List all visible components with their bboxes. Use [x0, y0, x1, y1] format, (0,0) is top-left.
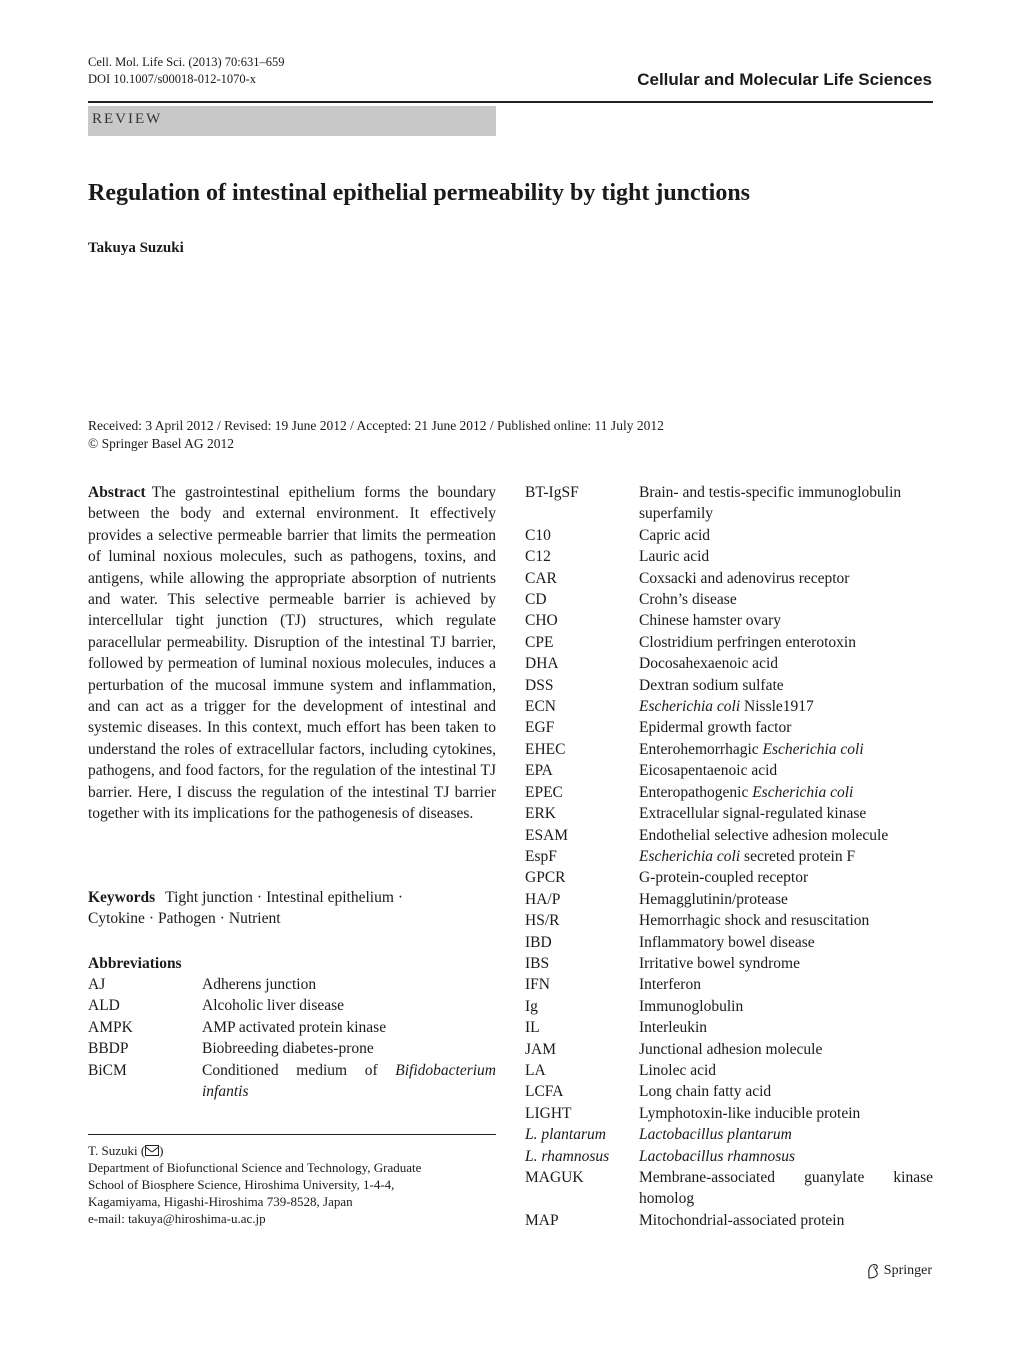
abbreviation-term: ECN: [525, 698, 556, 716]
definition-part: Escherichia coli: [639, 698, 741, 716]
citation: Cell. Mol. Life Sci. (2013) 70:631–659: [88, 55, 285, 69]
abbreviation-definition: G-protein-coupled receptor: [639, 869, 809, 887]
abbreviation-definition: Irritative bowel syndrome: [639, 954, 800, 972]
keyword-separator: ·: [148, 910, 155, 928]
abbreviation-entry: [525, 610, 933, 631]
abbreviation-term: ALD: [88, 997, 120, 1015]
abbreviation-entry: [525, 1060, 933, 1081]
publisher-name: Springer: [883, 1263, 932, 1278]
abbreviation-term: L. plantarum: [525, 1126, 606, 1144]
keyword-separator: ·: [219, 910, 225, 928]
abbreviation-term: ERK: [525, 805, 556, 823]
abbreviation-definition: Endothelial selective adhesion molecule: [639, 826, 889, 844]
abbreviation-entry: [525, 546, 933, 567]
correspondence: [88, 1142, 421, 1227]
definition-part: Enteropathogenic: [639, 783, 753, 801]
abbreviation-term: BiCM: [88, 1061, 127, 1079]
definition-part: Escherichia coli: [752, 783, 854, 801]
keyword: Intestinal epithelium: [266, 889, 394, 906]
abbreviation-definition: Interleukin: [639, 1019, 708, 1037]
abbreviation-term: ESAM: [525, 826, 569, 844]
abbreviation-term: BT-IgSF: [525, 484, 579, 501]
abbreviation-entry: [525, 632, 933, 653]
abbreviation-term: EPA: [525, 762, 553, 780]
abbreviation-term: CD: [525, 591, 547, 609]
abbreviation-term: JAM: [525, 1040, 557, 1058]
author-name: Takuya Suzuki: [88, 240, 184, 256]
abbreviation-list-right: [525, 482, 933, 1231]
abbreviation-definition: Linolec acid: [639, 1061, 717, 1079]
abbreviation-entry: [88, 1060, 496, 1103]
abbreviation-entry: [525, 675, 933, 696]
abbreviation-term: IFN: [525, 976, 550, 994]
abbreviation-term: IBS: [525, 954, 550, 972]
abbreviation-entry: [525, 846, 933, 867]
abbreviation-definition: [639, 1146, 933, 1167]
abbreviation-entry: [88, 1017, 496, 1038]
abbreviation-term: LIGHT: [525, 1104, 572, 1122]
journal-name: Cellular and Molecular Life Sciences: [637, 70, 932, 89]
abbreviation-definition: Crohn’s disease: [639, 591, 737, 609]
abbreviation-definition: Eicosapentaenoic acid: [639, 762, 778, 780]
abbreviation-term: C12: [525, 548, 551, 566]
definition-part: secreted protein F: [740, 847, 856, 865]
abbreviation-entry: [525, 696, 933, 717]
abbreviation-entry: [525, 739, 933, 760]
school: School of Biosphere Science, Hiroshima University, 1-4-4,: [88, 1177, 395, 1192]
abbreviation-term: DHA: [525, 655, 559, 673]
abbreviation-definition: [639, 739, 933, 760]
abbreviation-definition: Extracellular signal-regulated kinase: [639, 805, 867, 823]
keyword-separator: ·: [256, 889, 263, 906]
abbreviation-entry: [525, 889, 933, 910]
abbreviation-definition: Mitochondrial-associated protein: [639, 1211, 845, 1229]
address: Kagamiyama, Higashi-Hiroshima 739-8528, Japan: [88, 1194, 353, 1209]
abbreviation-term: CPE: [525, 633, 554, 651]
definition-part: Lactobacillus plantarum: [639, 1126, 792, 1144]
keyword: Tight junction: [165, 889, 253, 906]
abbreviation-definition: Interferon: [639, 976, 701, 994]
abbreviation-entry: [525, 525, 933, 546]
publication-dates: [88, 417, 664, 453]
abbreviation-entry: [525, 568, 933, 589]
abbreviation-definition: Alcoholic liver disease: [202, 997, 345, 1015]
abbreviation-term: LA: [525, 1061, 546, 1079]
abbreviation-entry: [525, 1124, 933, 1145]
abbreviation-definition: Lauric acid: [639, 548, 710, 566]
header-rule: [88, 101, 933, 103]
abbreviation-term: IL: [525, 1019, 540, 1037]
abbreviation-term: C10: [525, 526, 551, 544]
doi[interactable]: DOI 10.1007/s00018-012-1070-x: [88, 72, 257, 86]
keyword: Nutrient: [228, 910, 281, 928]
abbreviation-term: EPEC: [525, 783, 563, 801]
abbreviation-entry: [525, 825, 933, 846]
abbreviation-term: EGF: [525, 719, 555, 737]
abbreviation-entry: [525, 760, 933, 781]
abbreviation-term: MAGUK: [525, 1169, 584, 1186]
abbreviation-entry: [525, 953, 933, 974]
abbreviation-term: LCFA: [525, 1083, 564, 1101]
abbreviation-term: Ig: [525, 997, 538, 1015]
abbreviation-entry: [525, 867, 933, 888]
abbreviation-term: IBD: [525, 933, 552, 951]
abbreviation-term: DSS: [525, 676, 554, 694]
abbreviation-definition: Inflammatory bowel disease: [639, 933, 815, 951]
abstract-text: The gastrointestinal epithelium forms the boundary between the body and external environment. It effectively provides a selective permeable barrier that limits the permeation of luminal noxious molecules, such as pathogens, toxins, and antigens, while allowing the appropriate absorption of nutrients and water. This selective permeable barrier is achieved by intercellular tight junction (TJ) structures, which regulate paracellular permeability. Disruption of the intestinal TJ barrier, followed by permeation of luminal noxious molecules, induces a perturbation of the mucosal immune system and inflammation, and can act as a trigger for the development of intestinal and systemic diseases. In this context, much effort has been taken to understand the roles of extracellular factors, including cytokines, pathogens, and food factors, for the regulation of the intestinal TJ barrier. Here, I discuss the regulation of the intestinal TJ barrier together with its implications for the pathogenesis of diseases.: [88, 484, 496, 823]
abbreviation-term: CAR: [525, 569, 557, 587]
keywords-label: Keywords: [88, 889, 156, 906]
abstract: [88, 482, 496, 825]
abbreviation-term: GPCR: [525, 869, 566, 887]
journal-info: [88, 54, 285, 88]
abbreviation-entry: [525, 717, 933, 738]
abbreviation-definition: Biobreeding diabetes-prone: [202, 1040, 374, 1058]
publisher-logo: [866, 1263, 932, 1279]
definition-part: Escherichia coli: [639, 847, 741, 865]
definition-part: Escherichia coli: [762, 740, 864, 758]
abbreviation-definition: Coxsacki and adenovirus receptor: [639, 569, 850, 587]
history-dates: Received: 3 April 2012 / Revised: 19 June 2012 / Accepted: 21 June 2012 / Published online: 11 July 2012: [88, 418, 664, 433]
abbreviation-definition: Hemagglutinin/protease: [639, 890, 788, 908]
article-title: Regulation of intestinal epithelial permeability by tight junctions: [88, 180, 751, 206]
abbreviation-entry: [525, 1039, 933, 1060]
abbreviations-heading: Abbreviations: [88, 955, 182, 972]
abbreviation-definition: Epidermal growth factor: [639, 719, 792, 737]
abbreviation-definition: Dextran sodium sulfate: [639, 676, 784, 694]
section-label: REVIEW: [92, 111, 163, 127]
abbreviation-entry: [525, 932, 933, 953]
abbreviation-definition: Long chain fatty acid: [639, 1083, 772, 1101]
definition-part: Conditioned medium of: [202, 1061, 396, 1079]
abbreviation-definition: Immunoglobulin: [639, 997, 744, 1015]
abbreviation-entry: [525, 482, 933, 525]
corresponding-author: [88, 1142, 421, 1159]
keyword: Cytokine: [88, 910, 145, 928]
abbreviation-term: HS/R: [525, 912, 560, 930]
abbreviation-term: AMPK: [88, 1018, 133, 1036]
abbreviation-entry: [88, 995, 496, 1016]
abbreviation-definition: Capric acid: [639, 526, 711, 544]
abbreviation-definition: Membrane-associated guanylate kinase homolog: [639, 1169, 933, 1208]
abbreviation-entry: [525, 974, 933, 995]
corresponding-name: T. Suzuki (: [88, 1143, 146, 1158]
abbreviation-term: MAP: [525, 1211, 559, 1229]
abbreviation-definition: Lymphotoxin-like inducible protein: [639, 1104, 861, 1122]
abbreviation-term: BBDP: [88, 1040, 129, 1058]
abbreviation-entry: [525, 1146, 933, 1167]
abbreviation-entry: [525, 653, 933, 674]
definition-part: Enterohemorrhagic: [639, 740, 763, 758]
keyword: Pathogen: [158, 910, 216, 928]
abbreviation-definition: Junctional adhesion molecule: [639, 1040, 823, 1058]
section-banner: [88, 106, 496, 136]
definition-part: Lactobacillus rhamnosus: [639, 1147, 796, 1165]
abbreviation-definition: Hemorrhagic shock and resuscitation: [639, 912, 870, 930]
department: Department of Biofunctional Science and Technology, Graduate: [88, 1160, 422, 1175]
abbreviation-entry: [525, 910, 933, 931]
abbreviation-entry: [525, 1081, 933, 1102]
copyright: © Springer Basel AG 2012: [88, 436, 234, 451]
abbreviation-entry: [525, 589, 933, 610]
abbreviation-entry: [525, 782, 933, 803]
abbreviation-definition: [639, 782, 933, 803]
envelope-icon: [145, 1145, 159, 1156]
abbreviation-definition: AMP activated protein kinase: [202, 1018, 387, 1036]
abbreviation-term: CHO: [525, 612, 558, 630]
abbreviation-entry: [525, 1210, 933, 1231]
abbreviation-definition: [202, 1060, 496, 1103]
abbreviation-entry: [525, 1103, 933, 1124]
abbreviation-term: HA/P: [525, 890, 561, 908]
abbreviation-term: EspF: [525, 847, 557, 865]
definition-part: Bifidobacterium infantis: [202, 1061, 496, 1101]
abbreviation-entry: [525, 1017, 933, 1038]
corresponding-name-end: ): [159, 1143, 164, 1158]
abbreviation-entry: [525, 1167, 933, 1210]
abbreviation-entry: [525, 996, 933, 1017]
keyword-separator: ·: [397, 889, 404, 906]
footnote-rule: [88, 1134, 496, 1135]
abbreviation-entry: [88, 1038, 496, 1059]
abbreviation-definition: [639, 696, 933, 717]
abbreviation-definition: Brain- and testis-specific immunoglobulin superfamily: [639, 484, 902, 523]
abbreviation-list-left: [88, 974, 496, 1102]
keywords: [88, 887, 496, 930]
abstract-label: Abstract: [88, 484, 146, 501]
abbreviation-entry: [88, 974, 496, 995]
abbreviation-term: EHEC: [525, 740, 566, 758]
abbreviation-definition: [639, 846, 933, 867]
abbreviation-definition: Chinese hamster ovary: [639, 612, 782, 630]
abbreviation-definition: Adherens junction: [202, 976, 317, 993]
abbreviation-definition: [639, 1124, 933, 1145]
abbreviation-definition: Docosahexaenoic acid: [639, 655, 779, 673]
springer-horse-icon: [866, 1263, 880, 1279]
abbreviation-term: L. rhamnosus: [525, 1147, 610, 1165]
email[interactable]: e-mail: takuya@hiroshima-u.ac.jp: [88, 1211, 266, 1226]
abbreviation-entry: [525, 803, 933, 824]
definition-part: Nissle1917: [740, 698, 814, 716]
abbreviation-definition: Clostridium perfringen enterotoxin: [639, 633, 856, 651]
abbreviation-term: AJ: [88, 976, 106, 993]
